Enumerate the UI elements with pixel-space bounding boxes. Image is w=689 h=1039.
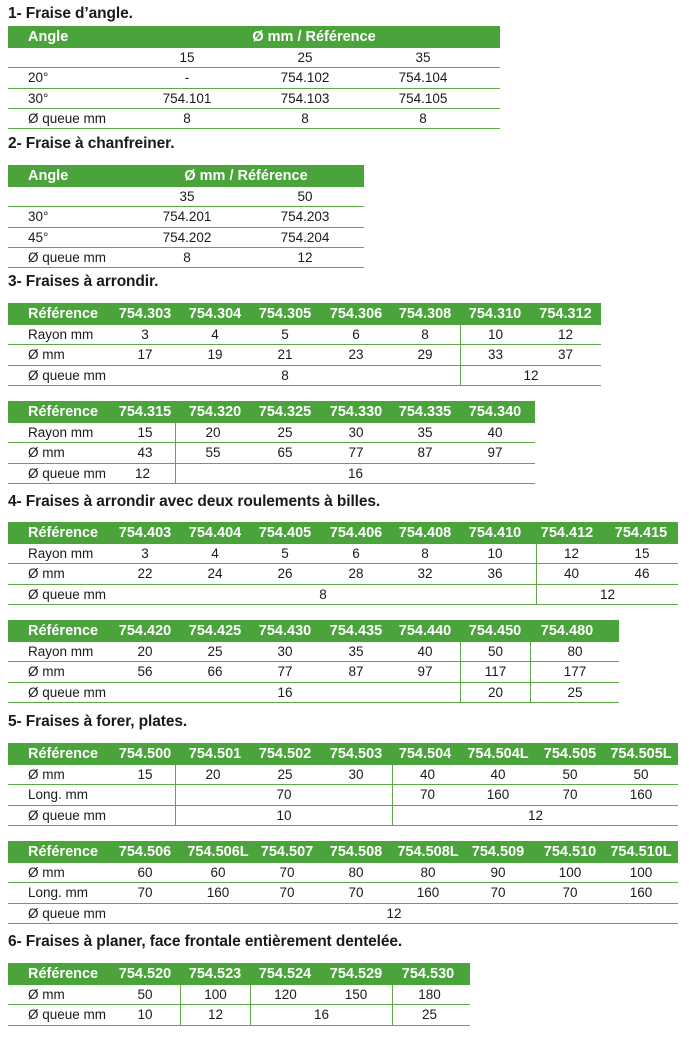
table-cell: 20 [137,644,153,660]
header-cell: 754.508 [329,844,383,860]
table-cell: 40 [417,644,433,660]
table-cell: 55 [175,443,250,462]
table-cell: 20 [175,765,250,784]
table-cell: 40 [392,765,462,784]
table-header-row [8,165,364,187]
section-title-3: 3- Fraises à arrondir. [8,273,159,290]
row-label: Ø mm [28,865,65,881]
table-cell: 12 [134,465,151,481]
header-cell: 754.480 [540,623,594,639]
section-title-6: 6- Fraises à planer, face frontale entièrement dentelée. [8,933,403,950]
header-cell: 754.530 [401,966,455,982]
table-cell: 15 [634,546,650,562]
table-cell: 90 [490,865,506,881]
row-label: Ø mm [28,347,65,363]
row-label: Ø mm [28,566,65,582]
table-cell: 80 [348,865,364,881]
table-row [8,187,364,207]
row-label: Ø queue mm [28,684,107,700]
table-cell: 12 [536,544,606,563]
table-fraise-chanfreiner [8,165,364,268]
header-cell: 754.308 [398,306,452,322]
header-cell: 754.340 [468,404,522,420]
table-cell: 20 [460,683,530,702]
table-cell: 15 [137,767,153,783]
table-cell: 8 [301,111,309,127]
table-cell: 10 [487,546,503,562]
table-cell: 70 [137,885,153,901]
table-cell: 46 [634,566,650,582]
row-label: 30° [28,209,49,225]
header-cell: 754.510 [543,844,597,860]
table-arrondir-1 [8,303,601,386]
table-row [8,683,619,703]
table-row [8,642,619,662]
table-row [8,248,364,268]
table-header-row [8,401,535,423]
table-cell: 32 [417,566,433,582]
table-row [8,662,619,682]
header-cell: Référence [28,623,99,639]
table-cell: 70 [562,787,578,803]
table-row [8,904,678,924]
table-cell: 35 [415,50,431,66]
header-cell: 754.450 [468,623,522,639]
table-row [8,443,535,463]
table-cell: 16 [277,684,293,700]
header-cell: 754.310 [468,306,522,322]
header-cell: 754.330 [329,404,383,420]
header-cell: 754.508L [397,844,459,860]
table-cell: 754.104 [398,70,448,86]
header-cell: Référence [28,404,99,420]
row-label: Ø mm [28,767,65,783]
row-label: Rayon mm [28,327,94,343]
table-cell: 70 [279,885,295,901]
table-cell: 754.201 [162,209,212,225]
table-planer [8,963,470,1026]
table-cell: 4 [211,546,219,562]
table-cell: 30 [277,644,293,660]
table-row [8,863,678,883]
table-row [8,109,500,129]
table-row [8,985,470,1005]
header-cell: 754.440 [398,623,452,639]
table-cell: 12 [557,327,574,343]
table-cell: 120 [250,985,320,1004]
header-cell: 754.405 [258,525,312,541]
header-cell: 754.510L [610,844,672,860]
table-cell: 754.103 [280,90,330,106]
header-cell: Angle [28,29,69,45]
table-cell: 100 [629,865,653,881]
section-title-5: 5- Fraises à forer, plates. [8,713,188,730]
table-cell: 24 [207,566,223,582]
table-cell: 12 [180,1005,250,1024]
table-cell: 20 [175,423,250,442]
table-cell: 25 [207,644,223,660]
row-label: Long. mm [28,787,89,803]
table-cell: 77 [277,664,293,680]
table-cell: 10 [175,806,392,825]
table-cell: 50 [297,189,313,205]
header-cell: 754.523 [188,966,242,982]
table-row [8,89,500,109]
table-cell: 8 [421,546,429,562]
header-cell: Référence [28,525,99,541]
header-cell: 754.320 [188,404,242,420]
header-cell: 754.412 [540,525,594,541]
table-cell: 160 [629,787,653,803]
table-row [8,423,535,443]
table-cell: 25 [277,767,293,783]
row-label: Ø queue mm [28,111,107,127]
table-cell: 160 [206,885,230,901]
table-row [8,765,678,785]
table-arrondir-2 [8,401,535,484]
row-label: Rayon mm [28,425,94,441]
row-label: 20° [28,70,49,86]
table-cell: 25 [277,425,293,441]
header-cell: 754.520 [118,966,172,982]
header-cell: 754.430 [258,623,312,639]
table-cell: 754.204 [280,229,330,245]
table-cell: 10 [460,325,530,344]
table-cell: 15 [137,425,153,441]
table-cell: 65 [277,445,293,461]
row-label: Ø queue mm [28,367,107,383]
table-cell: 87 [348,664,364,680]
table-row [8,544,678,564]
table-cell: 33 [460,345,530,364]
header-cell: 754.325 [258,404,312,420]
table-row [8,345,601,365]
table-forer-plates-1 [8,743,678,826]
table-cell: 160 [416,885,440,901]
header-cell: Référence [28,844,99,860]
table-cell: 15 [179,50,195,66]
table-cell: 21 [277,347,293,363]
table-row [8,68,500,88]
table-cell: 23 [348,347,364,363]
table-arrondir-roulements-1 [8,522,678,605]
table-cell: 754.102 [280,70,330,86]
table-cell: 60 [210,865,226,881]
table-cell: 70 [562,885,578,901]
header-cell: 754.509 [471,844,525,860]
table-cell: 80 [530,642,619,661]
table-row [8,564,678,584]
table-cell: 35 [179,189,195,205]
table-cell: 754.203 [280,209,330,225]
table-row [8,883,678,903]
table-cell: 754.101 [162,90,212,106]
header-cell: 754.403 [118,525,172,541]
table-cell: 12 [392,806,678,825]
header-cell: 754.505L [610,746,672,762]
table-cell: 50 [633,767,649,783]
header-cell: 754.304 [188,306,242,322]
table-row [8,806,678,826]
header-cell: 754.529 [329,966,383,982]
header-cell: 754.524 [258,966,312,982]
table-row [8,464,535,484]
table-cell: 70 [279,865,295,881]
table-cell: 12 [297,250,313,266]
row-label: 45° [28,229,49,245]
table-cell: 19 [207,347,223,363]
header-cell: 754.504L [467,746,529,762]
row-label: Ø mm [28,445,65,461]
table-cell: 66 [207,664,223,680]
row-label: 30° [28,90,49,106]
header-cell: 754.500 [118,746,172,762]
table-cell: 3 [141,546,149,562]
table-cell: 6 [352,327,360,343]
table-cell: 25 [530,683,619,702]
header-cell: 754.504 [398,746,452,762]
table-cell: 56 [137,664,153,680]
table-cell: 17 [137,347,153,363]
table-cell: 36 [487,566,503,582]
table-cell: 22 [137,566,153,582]
table-cell: 754.202 [162,229,212,245]
table-cell: 77 [348,445,364,461]
header-cell: 754.335 [398,404,452,420]
table-cell: 60 [137,865,153,881]
table-row [8,48,500,68]
table-cell: 29 [417,347,433,363]
table-row [8,366,601,386]
header-cell: 754.415 [614,525,668,541]
header-cell: 754.312 [539,306,592,322]
row-label: Ø mm [28,664,65,680]
table-header-row [8,841,678,863]
table-cell: 117 [460,662,530,681]
table-cell: 6 [352,546,360,562]
table-cell: 3 [141,327,149,343]
header-cell: Référence [28,966,99,982]
table-cell: - [184,70,190,86]
table-cell: 754.105 [398,90,448,106]
table-cell: 25 [297,50,313,66]
table-cell: 160 [629,885,653,901]
table-row [8,1005,470,1025]
table-cell: 80 [420,865,436,881]
header-cell: 754.502 [258,746,312,762]
table-cell: 70 [392,785,462,804]
section-title-1: 1- Fraise d’angle. [8,5,133,22]
table-row [8,207,364,227]
table-row [8,325,601,345]
table-cell: 5 [281,546,289,562]
table-cell: 8 [281,367,289,383]
header-cell: Ø mm / Référence [184,168,308,184]
header-cell: 754.506 [118,844,172,860]
header-cell: 754.420 [118,623,172,639]
table-cell: 87 [417,445,433,461]
table-cell: 16 [250,1005,392,1024]
table-cell: 150 [344,987,368,1003]
table-cell: 25 [392,1005,466,1024]
row-label: Ø mm [28,987,65,1003]
section-title-2: 2- Fraise à chanfreiner. [8,135,175,152]
table-cell: 70 [175,785,392,804]
section-title-4: 4- Fraises à arrondir avec deux roulements à billes. [8,493,381,510]
table-cell: 50 [460,642,530,661]
row-label: Ø queue mm [28,250,107,266]
row-label: Ø queue mm [28,465,107,481]
table-header-row [8,303,601,325]
header-cell: 754.306 [329,306,383,322]
table-cell: 10 [137,1007,153,1023]
row-label: Rayon mm [28,644,94,660]
table-cell: 43 [137,445,153,461]
header-cell: 754.408 [398,525,452,541]
table-forer-plates-2 [8,841,678,924]
table-cell: 5 [281,327,289,343]
table-cell: 30 [348,767,364,783]
table-cell: 160 [486,787,510,803]
table-header-row [8,26,500,48]
table-cell: 12 [536,585,678,604]
header-cell: 754.315 [118,404,172,420]
table-header-row [8,620,619,642]
table-cell: 37 [557,347,574,363]
header-cell: 754.305 [258,306,312,322]
table-arrondir-roulements-2 [8,620,619,703]
table-cell: 100 [180,985,250,1004]
table-cell: 12 [460,366,601,385]
header-cell: 754.425 [188,623,242,639]
table-header-row [8,963,470,985]
table-cell: 177 [530,662,619,681]
table-cell: 28 [348,566,364,582]
table-cell: 97 [417,664,433,680]
header-cell: Angle [28,168,69,184]
table-cell: 70 [490,885,506,901]
table-cell: 100 [558,865,582,881]
row-label: Long. mm [28,885,89,901]
header-cell: 754.503 [329,746,383,762]
header-cell: 754.507 [260,844,314,860]
header-cell: 754.506L [187,844,249,860]
header-cell: Référence [28,306,99,322]
table-cell: 16 [175,464,535,483]
header-cell: 754.404 [188,525,242,541]
table-cell: 40 [490,767,506,783]
table-cell: 8 [319,586,327,602]
row-label: Ø queue mm [28,1007,107,1023]
row-label: Ø queue mm [28,807,107,823]
table-row [8,585,678,605]
header-cell: 754.303 [118,306,172,322]
table-cell: 12 [386,905,402,921]
table-cell: 8 [183,111,191,127]
table-cell: 50 [137,987,153,1003]
table-fraise-angle [8,26,500,129]
table-row [8,228,364,248]
table-cell: 8 [421,327,429,343]
header-cell: 754.501 [188,746,242,762]
table-cell: 40 [487,425,503,441]
row-label: Rayon mm [28,546,94,562]
table-cell: 35 [348,644,364,660]
table-cell: 8 [183,250,191,266]
table-row [8,785,678,805]
header-cell: 754.406 [329,525,383,541]
row-label: Ø queue mm [28,905,107,921]
table-cell: 30 [348,425,364,441]
table-cell: 8 [419,111,427,127]
table-header-row [8,743,678,765]
table-cell: 70 [348,885,364,901]
table-cell: 97 [487,445,503,461]
header-cell: Référence [28,746,99,762]
table-header-row [8,522,678,544]
header-cell: Ø mm / Référence [252,29,376,45]
header-cell: 754.505 [543,746,597,762]
row-label: Ø queue mm [28,586,107,602]
header-cell: 754.410 [468,525,522,541]
table-cell: 50 [562,767,578,783]
table-cell: 180 [392,985,466,1004]
table-cell: 4 [211,327,219,343]
header-cell: 754.435 [329,623,383,639]
table-cell: 26 [277,566,293,582]
table-cell: 35 [417,425,433,441]
table-cell: 40 [536,564,606,583]
